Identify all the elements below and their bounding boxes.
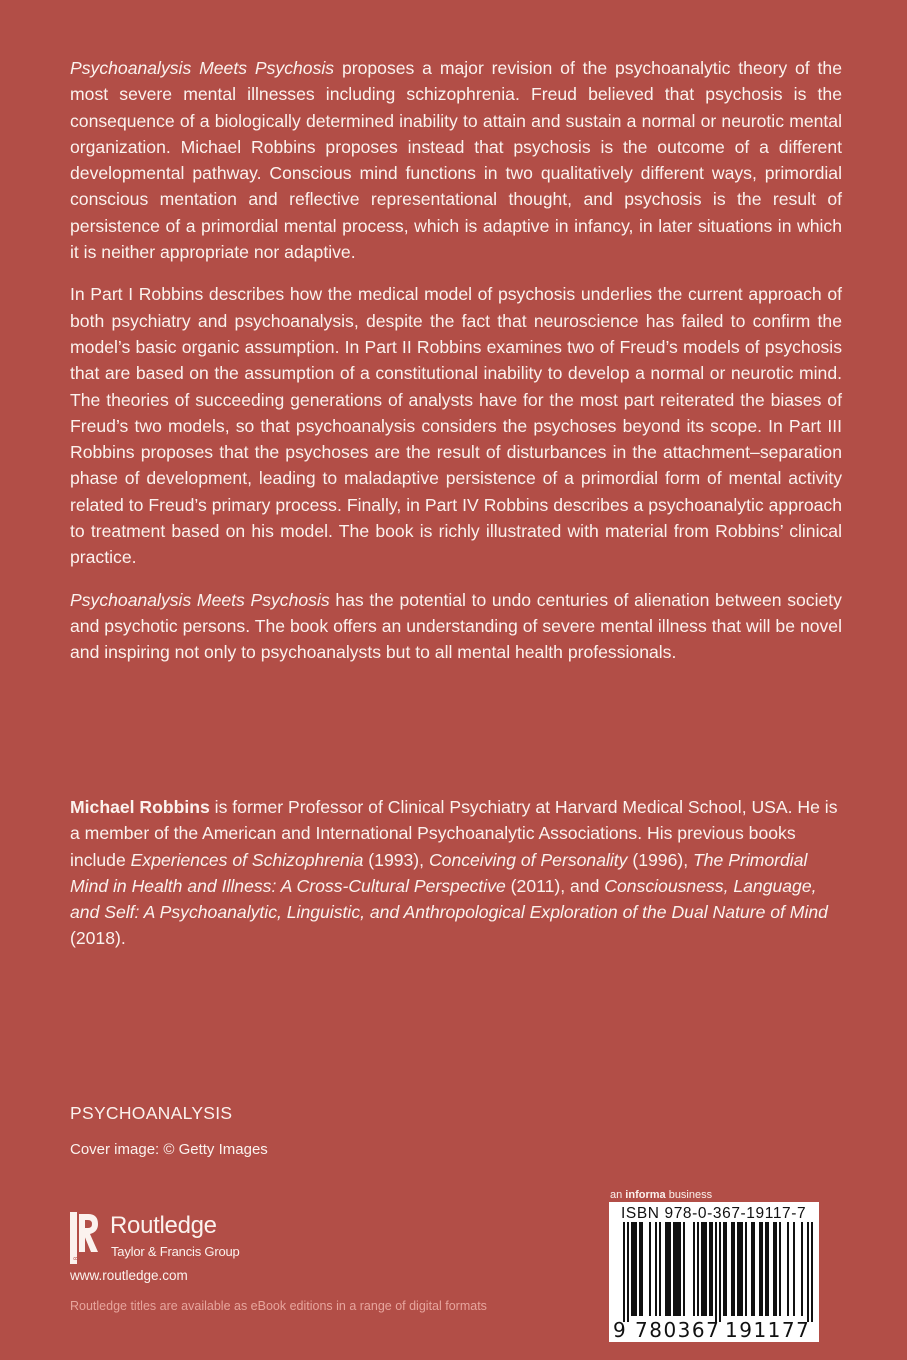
barcode-bar (765, 1222, 767, 1316)
isbn-label: ISBN 978-0-367-19117-7 (621, 1205, 807, 1222)
barcode-bar (779, 1222, 781, 1316)
barcode-bar (759, 1222, 761, 1316)
barcode-bar (633, 1222, 635, 1316)
book-title: Psychoanalysis Meets Psychosis (70, 589, 330, 610)
barcode-right-group: 191177 (725, 1318, 811, 1342)
barcode-lead-digit: 9 (613, 1318, 626, 1342)
publisher-group: Taylor & Francis Group (111, 1244, 240, 1259)
book-title: Psychoanalysis Meets Psychosis (70, 58, 335, 78)
barcode-bar (715, 1222, 717, 1322)
barcode-bar (693, 1222, 695, 1316)
author-bio: Michael Robbins is former Professor of Clinical Psychiatry at Harvard Medical School, USA. He is a member of the American and International Psychoanalytic Associations. His previous books include Experiences of Schizophrenia (1993), Conceiving of Personality (1996), The Primordial Mind in Health and Illness: A Cross-Cultural Perspective (2011), and Consciousness, Language, and Self: A Psychoanalytic, Linguistic, and Anthropological Exploration of the Dual Nature of Mind (2018). (70, 797, 838, 949)
barcode-bar (703, 1222, 705, 1316)
barcode-bar (801, 1222, 803, 1316)
barcode-bar (737, 1222, 739, 1316)
barcode-bar (745, 1222, 747, 1316)
barcode-bar (627, 1222, 629, 1322)
barcode-bar (655, 1222, 657, 1316)
barcode-left-group: 780367 (635, 1318, 721, 1342)
barcode-bar (697, 1222, 699, 1316)
barcode-bar (631, 1222, 633, 1316)
routledge-logo (70, 1212, 270, 1264)
svg-text:R: R (73, 1256, 80, 1260)
barcode-bar (711, 1222, 713, 1316)
barcode-bar (775, 1222, 777, 1316)
barcode-bar (669, 1222, 671, 1316)
barcode-bar (731, 1222, 733, 1316)
barcode-bar (705, 1222, 707, 1316)
publisher-website[interactable]: www.routledge.com (70, 1268, 188, 1283)
barcode-bar (673, 1222, 675, 1316)
barcode-bar (667, 1222, 669, 1316)
barcode-bar (709, 1222, 711, 1316)
barcode-bar (793, 1222, 795, 1316)
barcode (609, 1202, 819, 1342)
description-paragraph-1: Psychoanalysis Meets Psychosis proposes a major revision of the psychoanalytic theory of the most severe mental illnesses including schizophrenia. Freud believed that psychosis is the consequence of a biologically determined inability to attain and sustain a normal or neurotic mental organization. Michael Robbins proposes instead that psychosis is the outcome of a different developmental pathway. Conscious mind functions in two qualitatively different ways, primordial conscious mentation and reflective representational thought, and psychosis is the result of persistence of a primordial mental process, which is adaptive in infancy, in later situations in which it is neither appropriate nor adaptive. (70, 58, 842, 263)
barcode-bar (659, 1222, 661, 1316)
description-paragraph-3: Psychoanalysis Meets Psychosis has the potential to undo centuries of alienation between society and psychotic persons. The book offers an understanding of severe mental illness that will be novel and inspiring not only to psychoanalysts but to all mental health professionals. (70, 589, 842, 663)
routledge-r-icon (70, 1212, 100, 1264)
subject-category: PSYCHOANALYSIS (70, 1103, 233, 1123)
barcode-bar (683, 1222, 685, 1316)
barcode-bar (639, 1222, 641, 1316)
barcode-bar (787, 1222, 789, 1316)
barcode-bar (641, 1222, 643, 1316)
barcode-bar (767, 1222, 769, 1316)
publisher-name: Routledge (110, 1212, 217, 1239)
ebook-note: Routledge titles are available as eBook editions in a range of digital formats (70, 1299, 487, 1313)
barcode-bar (679, 1222, 681, 1316)
barcode-bar (725, 1222, 727, 1316)
barcode-bar (751, 1222, 753, 1316)
author-name: Michael Robbins (70, 797, 210, 817)
barcode-bar (623, 1222, 625, 1322)
barcode-digits (609, 1318, 819, 1342)
barcode-bar (773, 1222, 775, 1316)
barcode-bar (733, 1222, 735, 1316)
barcode-bar (723, 1222, 725, 1316)
barcode-bars (609, 1222, 819, 1322)
barcode-bar (753, 1222, 755, 1316)
barcode-bar (635, 1222, 637, 1316)
barcode-bar (675, 1222, 677, 1316)
barcode-bar (649, 1222, 651, 1316)
description-paragraph-2: In Part I Robbins describes how the medical model of psychosis underlies the current approach of both psychiatry and psychoanalysis, despite the fact that neuroscience has failed to confirm the model’s basic organic assumption. In Part II Robbins examines two of Freud’s models of psychosis that are based on the assumption of a constitutional inability to develop a normal or neurotic mind. The theories of succeeding generations of analysts have for the most part reiterated the biases of Freud’s two models, so that psychoanalysis considers the psychoses beyond its scope. In Part III Robbins proposes that the psychoses are the result of disturbances in the attachment–separation phase of development, leading to maladaptive persistence of a primordial form of mental activity related to Freud’s primary process. Finally, in Part IV Robbins describes a psychoanalytic approach to treatment based on his model. The book is richly illustrated with material from Robbins’ clinical practice. (70, 284, 842, 568)
barcode-bar (701, 1222, 703, 1316)
barcode-bar (811, 1222, 813, 1322)
informa-tagline: an informa business (610, 1189, 713, 1201)
cover-credit: Cover image: © Getty Images (70, 1141, 268, 1158)
barcode-bar (741, 1222, 743, 1316)
description (70, 55, 842, 682)
barcode-bar (677, 1222, 679, 1316)
barcode-bar (719, 1222, 721, 1322)
barcode-bar (665, 1222, 667, 1316)
barcode-bar (739, 1222, 741, 1316)
barcode-bar (807, 1222, 809, 1322)
barcode-bar (761, 1222, 763, 1316)
